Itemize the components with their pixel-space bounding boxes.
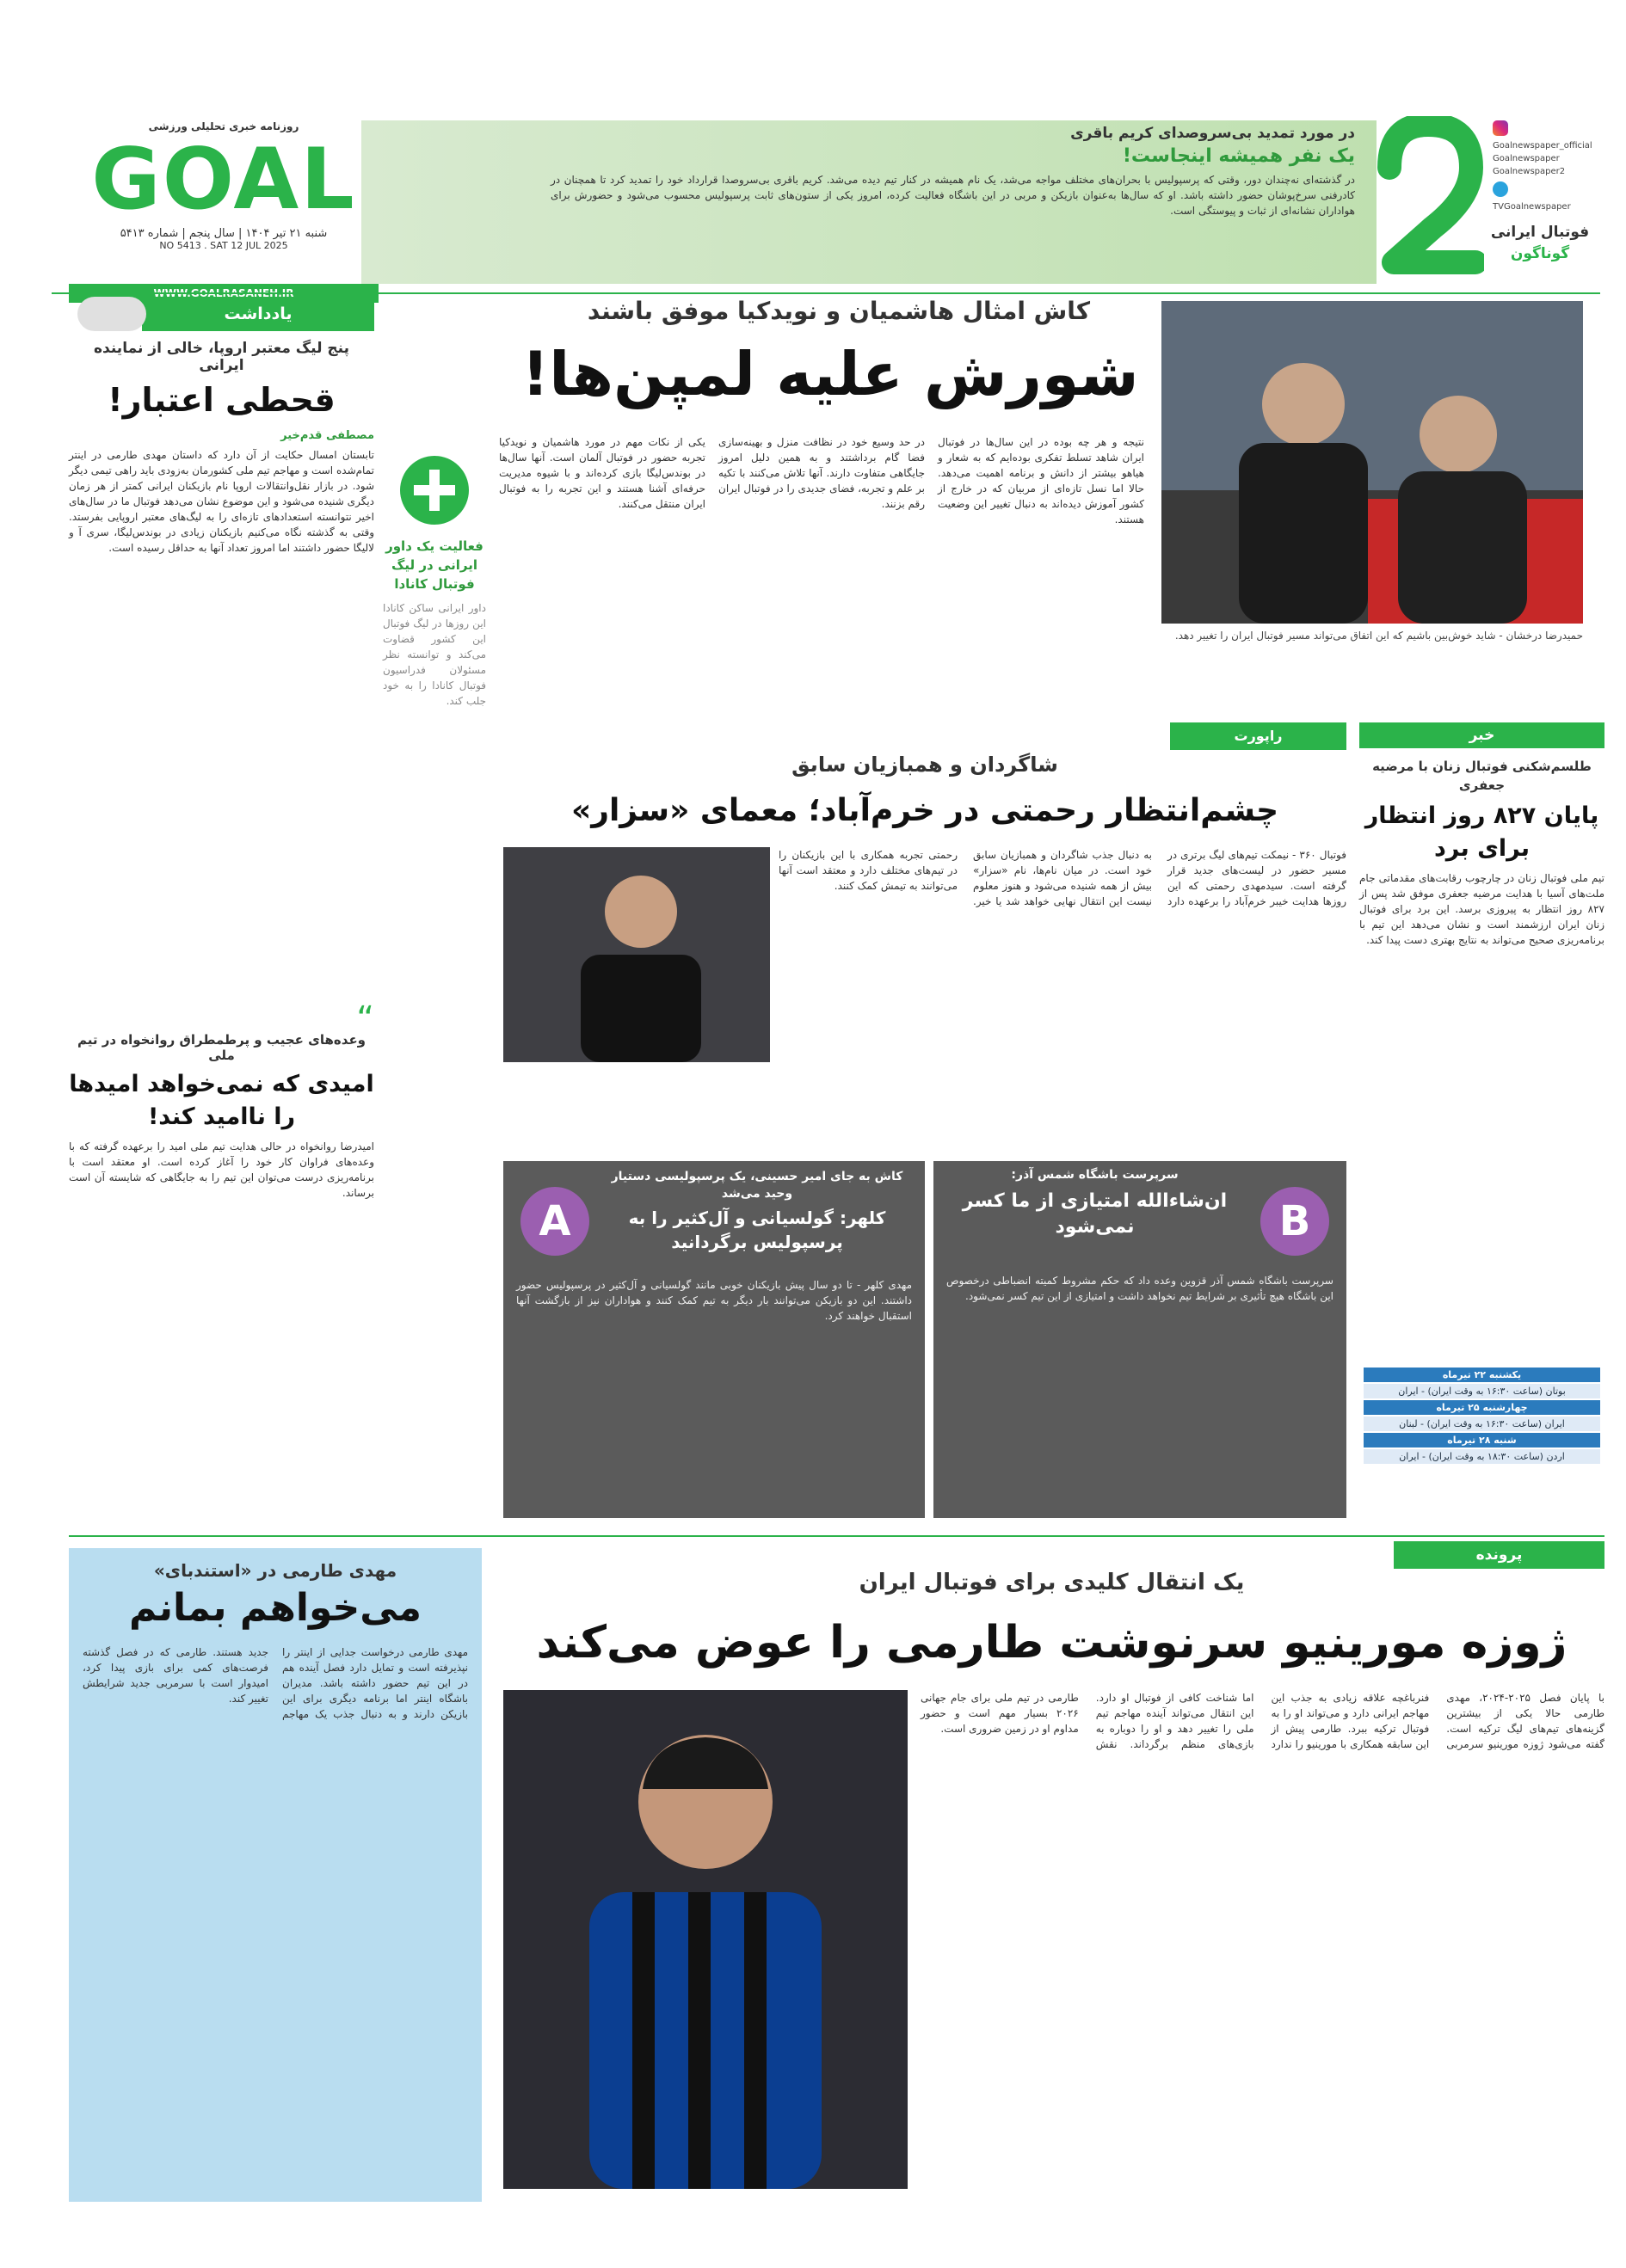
fixture-row: بوتان (ساعت ۱۶:۳۰ به وقت ایران) - ایران [1364,1384,1600,1398]
report-body: فوتبال ۳۶۰ - نیمکت تیم‌های لیگ برتری در مسیر حضور در لیست‌های جدید قرار گرفته است. سیدمهدی رحمتی که این روزها هدایت خیبر خرم‌آباد را برعهده دارد به دنبال جذب شاگردان و همبازیان سابق خود است. در میان نام‌ها، نام «سزار» بیش از همه شنیده می‌شود و هنوز معلوم نیست این انتقال نهایی خواهد شد یا خیر. رحمتی تجربه همکاری با این بازیکنان را در تیم‌های مختلف دارد و معتقد است آنها می‌توانند به تیمش کمک کنند. [779,849,1346,907]
news-section-tag [1359,722,1604,748]
box-a [503,1161,925,1518]
social-handle[interactable]: Goalnewspaper2 [1493,167,1566,176]
report-kicker: شاگردان و همبازیان سابق [791,753,1058,777]
photo-illustration [503,1690,908,2189]
fixture-row: چهارشنبه ۲۵ تیرماه [1364,1400,1600,1415]
social-handle[interactable]: Goalnewspaper [1493,154,1560,163]
tagline: روزنامه خبری تحلیلی ورزشی [148,120,299,132]
section-label: خبر [1469,727,1495,744]
lead-caption: حمیدرضا درخشان - شاید خوش‌بین باشیم که این اتفاق می‌تواند مسیر فوتبال ایران را تغییر دهد. [1174,630,1583,642]
social-handle[interactable]: Goalnewspaper_official [1493,141,1592,151]
box-a-title: کلهر: گولسیانی و آل‌کثیر را به پرسپولیس برگردانید [628,1208,886,1252]
column-right-2 [69,999,374,1505]
column-section-tag [142,297,374,331]
column-kicker: پنج لیگ معتبر اروپا، خالی از نماینده ایرانی [94,340,349,374]
column-kicker-2: وعده‌های عجیب و پرطمطراق روانخواه در تیم ملی [77,1032,366,1063]
social-handle[interactable]: TVGoalnewspaper [1493,202,1571,212]
logo-text: GOAL [91,131,356,229]
box-b [933,1161,1346,1518]
badge-letter: A [539,1197,571,1245]
interview-kicker: مهدی طارمی در «استندبای» [153,1560,397,1581]
badge-letter: B [1278,1197,1311,1245]
column-title-2: امیدی که نمی‌خواهد امیدها را ناامید کند! [69,1071,374,1130]
section-label: پرونده [1475,1546,1523,1564]
lead-photo [1161,301,1583,624]
brand-sub: گوناگون [1510,245,1570,262]
report-title: چشم‌انتظار رحمتی در خرم‌آباد؛ معمای «سزار» [570,793,1279,828]
news-title: پایان ۸۲۷ روز انتظار برای برد [1364,802,1599,862]
brand-name: فوتبال ایرانی [1490,224,1590,241]
section-label: یادداشت [224,304,293,323]
social-list [1493,120,1596,213]
column-title: قحطی اعتبار! [108,381,336,419]
interview-body: مهدی طارمی درخواست جدایی از اینتر را نپذیرفته است و تمایل دارد فصل آینده هم در این تیم حضور داشته باشد. مدیران باشگاه اینتر اما برنامه دیگری برای این بازیکن دارند و به دنبال جذب یک مهاجم جدید هستند. طارمی که در فصل گذشته فرصت‌های کمی برای بازی پیدا کرد، امیدوار است با سرمربی جدید شرایطش تغییر کند. [83,1646,468,1720]
fixture-row: شنبه ۲۸ تیرماه [1364,1433,1600,1447]
goal-logo [69,120,379,284]
interview-title: می‌خواهم بمانم [128,1586,422,1630]
column-body-2: امیدرضا روانخواه در حالی هدایت تیم ملی امید را برعهده گرفته که با وعده‌های فراوان کار خود را آغاز کرده است. او معتقد است با برنامه‌ریزی درست می‌توان این تیم را به جایگاهی که شایسته آن است برساند. [69,1140,374,1199]
lead-col: در حد وسیع خود در نظافت منزل و بهینه‌سازی فضا گام برداشتند و به همین دلیل امروز جایگاهی متفاوت دارند. آنها تلاش می‌کنند با تکیه بر علم و تجربه، فضای جدیدی را در فوتبال ایران رقم بزنند. [718,436,925,510]
news-body: تیم ملی فوتبال زنان در چارچوب رقابت‌های مقدماتی جام ملت‌های آسیا با هدایت مرضیه جعفری موفق شد پس از ۸۲۷ روز انتظار به پیروزی برسد. این برد برای فوتبال زنان ایران ارزشمند است و نشان می‌دهد این تیم با برنامه‌ریزی صحیح می‌تواند به نتایج بهتری دست پیدا کند. [1359,872,1604,946]
letter-badge [1260,1187,1329,1256]
teaser-body: در گذشته‌ای نه‌چندان دور، وقتی که پرسپولیس با بحران‌های مختلف مواجه می‌شد، یک نام همیشه در کنار تیم دیده می‌شد. کریم باقری بی‌سروصدا قرارداد خود را تمدید کرد تا همچنان در کادرفنی سرخ‌پوشان حضور داشته باشد. او که سال‌ها به‌عنوان بازیکن و مربی در این باشگاه فعالیت کرده، امروز یکی از ستون‌های ثابت پرسپولیس محسوب می‌شود و حضورش برای هواداران نشانه‌ای از ثبات و پیوستگی است. [551,174,1355,217]
brand-two-icon [1372,116,1484,288]
promo-title: فعالیت یک داور ایرانی در لیگ فوتبال کانادا [385,538,483,592]
box-a-kicker: کاش به جای امیر حسینی، یک پرسپولیسی دستیار وحید می‌شد [611,1170,903,1201]
fixture-row: ایران (ساعت ۱۶:۳۰ به وقت ایران) - لبنان [1364,1417,1600,1431]
date-line: شنبه ۲۱ تیر ۱۴۰۴ | سال پنجم | شماره ۵۴۱۳ [120,227,328,240]
feature-section-tag [1394,1541,1604,1569]
lead-title: شورش علیه لمپن‌ها! [521,339,1139,409]
plus-icon [400,456,469,525]
lead-col: یکی از نکات مهم در مورد هاشمیان و نویدکیا تجربه حضور در فوتبال آلمان است. آنها سال‌ها در بوندس‌لیگا بازی کرده‌اند و با شیوه مدیریت حرفه‌ای آشنا هستند و این تجربه را به فوتبال ایران منتقل می‌کنند. [499,436,705,510]
instagram-icon [1493,120,1508,136]
news-kicker: طلسم‌شکنی فوتبال زنان با مرضیه جعفری [1372,759,1592,793]
masthead-rule [52,292,1600,294]
feature-title: ژوزه مورینیو سرنوشت طارمی را عوض می‌کند [536,1617,1567,1669]
photo-illustration [1161,301,1583,624]
teaser [551,125,1355,280]
photo-illustration [503,847,770,1062]
fixture-row: یکشنبه ۲۲ تیرماه [1364,1368,1600,1382]
fixture-row: اردن (ساعت ۱۸:۳۰ به وقت ایران) - ایران [1364,1449,1600,1464]
feature-photo [503,1690,908,2189]
box-b-body: سرپرست باشگاه شمس آذر قزوین وعده داد که حکم مشروط کمیته انضباطی درخصوص این باشگاه هیچ تأثیری بر شرایط تیم نخواهد داشت و امتیازی از این تیم کسر نمی‌شود. [946,1275,1333,1302]
report-photo [503,847,770,1062]
lead-columns [499,434,1144,718]
column-body: تابستان امسال حکایت از آن دارد که داستان مهدی طارمی در اینتر تمام‌شده است و مهاجم تیم ملی کشورمان به‌زودی باید راهی تیمی دیگر شود. در بازار نقل‌وانتقالات اروپا نام بازیکنان ایرانی کمتر از هر زمان دیگری شنیده می‌شود و این موضوع نشان می‌دهد فوتبال ما در سال‌های اخیر نتوانسته استعدادهای تازه‌ای را به لیگ‌های معتبر اروپایی بفرستد. وقتی به گذشته نگاه می‌کنیم بازیکنان زیادی در بوندس‌لیگا، سری آ و لالیگا حضور داشتند اما امروز تعداد آنها به حداقل رسیده است. [69,449,374,554]
feature-kicker: یک انتقال کلیدی برای فوتبال ایران [859,1570,1245,1595]
brand-block [1364,116,1604,288]
report-section-tag [1170,722,1346,750]
box-b-title: ان‌شاءالله امتیازی از ما کسر نمی‌شود [962,1190,1228,1238]
teaser-title: یک نفر همیشه اینجاست! [1122,145,1355,167]
fixtures-table [1364,1368,1600,1464]
teaser-kicker: در مورد تمدید بی‌سروصدای کریم باقری [1070,125,1355,142]
letter-badge [520,1187,589,1256]
interview-box [69,1548,482,2202]
column-author: مصطفی قدم‌خیر [280,429,374,442]
section-label: راپورت [1234,728,1283,744]
feature-body: با پایان فصل ۲۰۲۵-۲۰۲۴، مهدی طارمی حالا یکی از بیشترین گزینه‌های تیم‌های لیگ ترکیه است. گفته می‌شود ژوزه مورینیو سرمربی فنرباغچه علاقه زیادی به جذب این مهاجم ایرانی دارد و می‌تواند او را به فوتبال ترکیه ببرد. طارمی پیش از این سابقه همکاری با مورینیو را ندارد اما شناخت کافی از فوتبال او دارد. این انتقال می‌تواند آینده مهاجم تیم ملی را تغییر دهد و او را دوباره به بازی‌های منظم برگرداند. نقش طارمی در تیم ملی برای جام جهانی ۲۰۲۶ بسیار مهم است و حضور مداوم او در زمین ضروری است. [921,1692,1604,1750]
pencil-icon [77,297,146,331]
quote-icon: “ [356,999,374,1039]
lead-kicker: کاش امثال هاشمیان و نویدکیا موفق باشند [587,297,1091,325]
promo-column [383,456,486,894]
telegram-icon [1493,181,1508,197]
promo-body: داور ایرانی ساکن کانادا این روزها در لیگ فوتبال این کشور قضاوت می‌کند و توانسته نظر مسئولان فدراسیون فوتبال کانادا را به خود جلب کند. [383,602,486,707]
box-a-body: مهدی کلهر - تا دو سال پیش بازیکنان خوبی مانند گولسیانی و آل‌کثیر در پرسپولیس حضور داشتند. این دو بازیکن می‌توانند بار دیگر به تیم کمک کنند و هواداران نیز از بازگشت آنها استقبال خواهند کرد. [516,1279,912,1322]
section-rule [69,1535,1604,1537]
lead-col: نتیجه و هر چه بوده در این سال‌ها در فوتبال ایران شاهد تسلط تفکری بوده‌ایم که به شعار و هیاهو بیشتر از دانش و برنامه اهمیت می‌دهد. حالا اما نسل تازه‌ای از مربیان که در خارج از کشور آموزش دیده‌اند به دنبال تغییر این وضعیت هستند. [938,436,1144,526]
box-b-kicker: سرپرست باشگاه شمس آذر: [1011,1168,1179,1182]
issue-en: NO 5413 . SAT 12 JUL 2025 [159,240,288,251]
